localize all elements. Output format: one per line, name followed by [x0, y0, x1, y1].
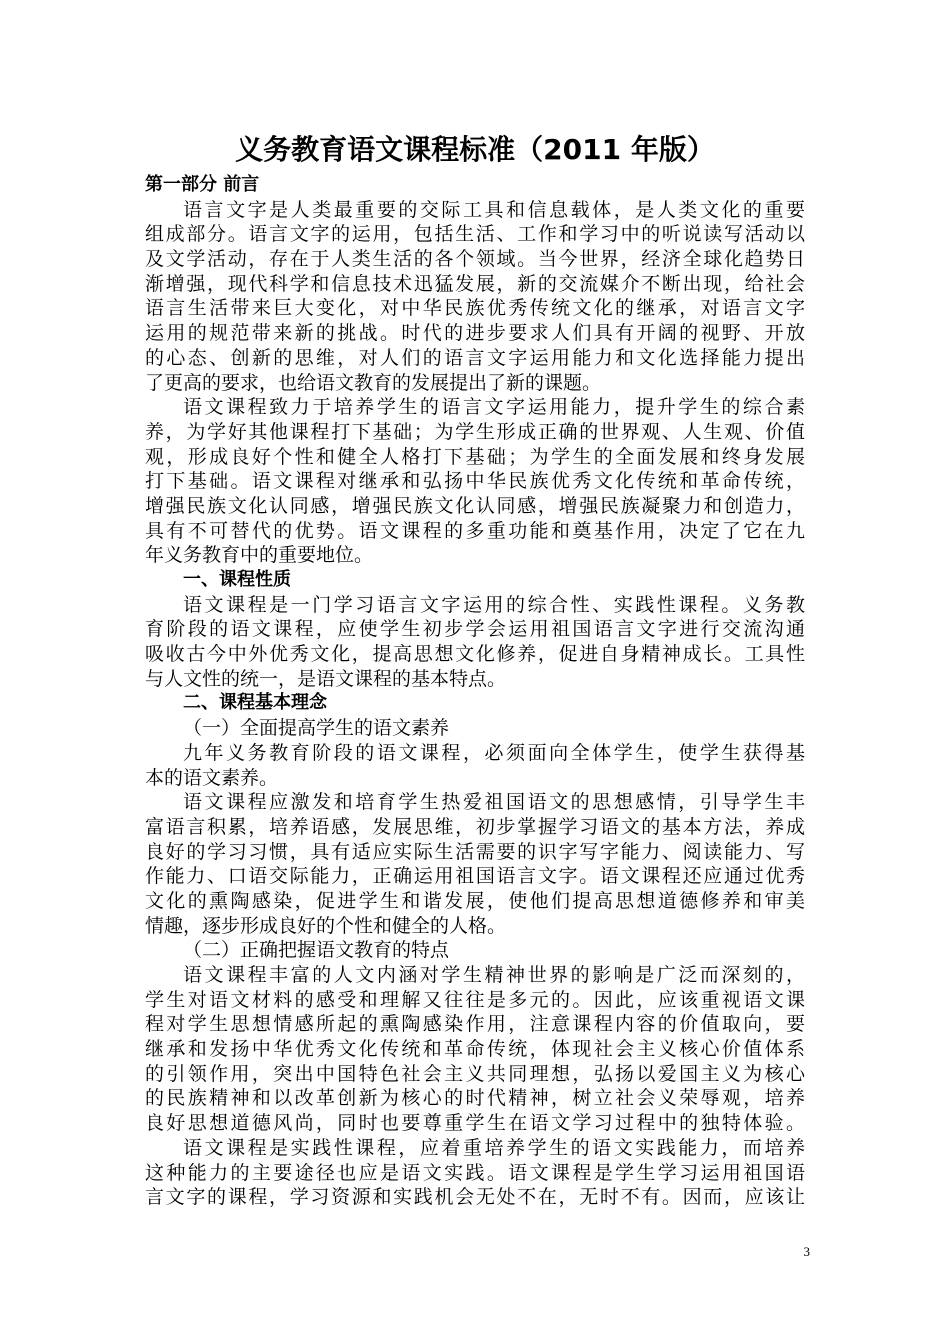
text-line: 良好思想道德风尚，同时也要尊重学生在语文学习过程中的独特体验。 — [145, 1112, 805, 1135]
text-line: （二）正确把握语文教育的特点 — [183, 939, 450, 962]
text-line: 语文课程丰富的人文内涵对学生精神世界的影响是广泛而深刻的， — [183, 964, 805, 986]
text-line: 学生对语文材料的感受和理解又往往是多元的。因此，应该重视语文课 — [145, 988, 805, 1011]
text-line: （一）全面提高学生的语文素养 — [183, 717, 450, 740]
text-line: 富语言积累，培养语感，发展思维，初步掌握学习语文的基本方法，养成 — [145, 815, 805, 838]
text-line: 语言生活带来巨大变化，对中华民族优秀传统文化的继承，对语言文字 — [145, 297, 805, 320]
text-line: 养，为学好其他课程打下基础；为学生形成正确的世界观、人生观、价值 — [145, 420, 805, 443]
text-line: 增强民族文化认同感，增强民族文化认同感，增强民族凝聚力和创造力， — [145, 494, 805, 517]
text-line: 的心态、创新的思维，对人们的语言文字运用能力和文化选择能力提出 — [145, 346, 805, 369]
text-line: 良好的学习习惯，具有适应实际生活需要的识字写字能力、阅读能力、写 — [145, 840, 805, 863]
text-line: 运用的规范带来新的挑战。时代的进步要求人们具有开阔的视野、开放 — [145, 322, 805, 345]
text-line: 言文字的课程，学习资源和实践机会无处不在，无时不有。因而，应该让 — [145, 1186, 805, 1209]
text-line: 观，形成良好个性和健全人格打下基础；为学生的全面发展和终身发展 — [145, 445, 805, 468]
text-line: 语文课程是实践性课程，应着重培养学生的语文实践能力，而培养 — [183, 1136, 805, 1159]
text-line: 九年义务教育阶段的语文课程，必须面向全体学生，使学生获得基 — [183, 741, 805, 764]
text-line: 育阶段的语文课程，应使学生初步学会运用祖国语言文字进行交流沟通 — [145, 618, 805, 641]
text-line: 年义务教育中的重要地位。 — [145, 544, 374, 567]
page-number: 3 — [803, 1244, 810, 1259]
text-line: 渐增强，现代科学和信息技术迅猛发展，新的交流媒介不断出现，给社会 — [145, 272, 805, 295]
text-line: 这种能力的主要途径也应是语文实践。语文课程是学生学习运用祖国语 — [145, 1161, 805, 1184]
text-line: 语文课程致力于培养学生的语言文字运用能力，提升学生的综合素 — [183, 396, 805, 419]
section-heading: 第一部分 前言 — [145, 174, 260, 195]
text-line: 打下基础。语文课程对继承和弘扬中华民族优秀文化传统和革命传统， — [145, 470, 805, 493]
section-heading: 一、课程性质 — [183, 569, 291, 590]
section-heading: 二、课程基本理念 — [183, 692, 327, 714]
text-line: 组成部分。语言文字的运用，包括生活、工作和学习中的听说读写活动以 — [145, 223, 805, 246]
text-line: 程对学生思想情感所起的熏陶感染作用，注意课程内容的价值取向，要 — [145, 1013, 805, 1036]
document-body — [145, 173, 805, 1210]
document-title: 义务教育语文课程标准（2011 年版） — [235, 133, 715, 166]
text-line: 语文课程应激发和培育学生热爱祖国语文的思想感情，引导学生丰 — [183, 791, 805, 814]
text-line: 作能力、口语交际能力，正确运用祖国语言文字。语文课程还应通过优秀 — [145, 865, 805, 888]
text-line: 的引领作用，突出中国特色社会主义共同理想，弘扬以爱国主义为核心 — [145, 1062, 805, 1085]
text-line: 及文学活动，存在于人类生活的各个领域。当今世界，经济全球化趋势日 — [145, 248, 805, 271]
text-line: 吸收古今中外优秀文化，提高思想文化修养，促进自身精神成长。工具性 — [145, 643, 805, 666]
text-line: 语文课程是一门学习语言文字运用的综合性、实践性课程。义务教 — [183, 593, 805, 616]
text-line: 具有不可替代的优势。语文课程的多重功能和奠基作用，决定了它在九 — [145, 519, 805, 542]
text-line: 的民族精神和以改革创新为核心的时代精神，树立社会义荣辱观，培养 — [145, 1087, 805, 1110]
text-line: 与人文性的统一，是语文课程的基本特点。 — [145, 667, 507, 690]
text-line: 本的语文素养。 — [145, 766, 279, 789]
text-line: 了更高的要求，也给语文教育的发展提出了新的课题。 — [145, 371, 602, 394]
text-line: 文化的熏陶感染，促进学生和谐发展，使他们提高思想道德修养和审美 — [145, 889, 805, 912]
text-line: 语言文字是人类最重要的交际工具和信息载体，是人类文化的重要 — [183, 198, 805, 221]
text-line: 继承和发扬中华优秀文化传统和革命传统，体现社会主义核心价值体系 — [145, 1038, 805, 1061]
text-line: 情趣，逐步形成良好的个性和健全的人格。 — [145, 914, 507, 937]
